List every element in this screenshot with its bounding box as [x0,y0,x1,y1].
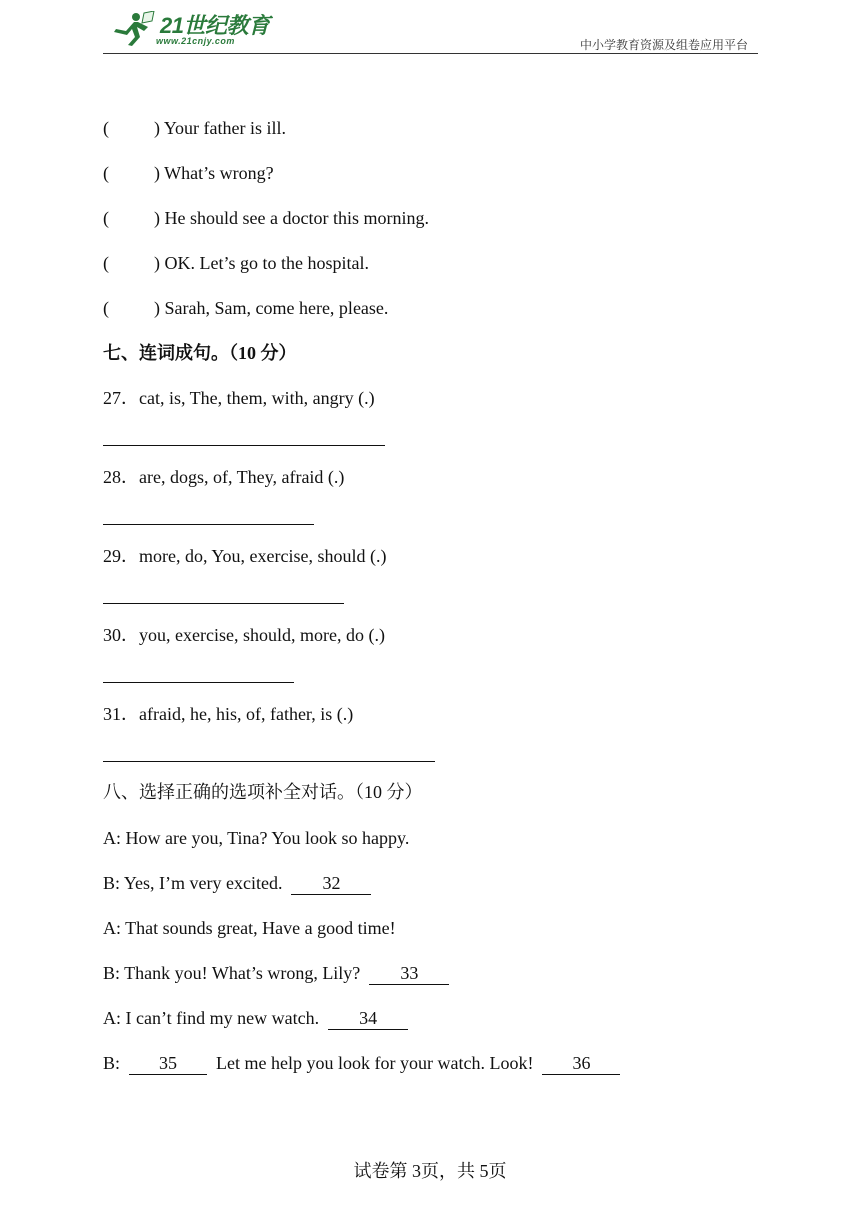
header-platform-name: 中小学教育资源及组卷应用平台 [579,38,748,52]
logo-url: www.21cnjy.com [156,36,235,46]
answer-paren[interactable]: ( ) [103,253,160,273]
answer-line-30[interactable] [103,682,294,683]
dialogue-line [103,962,449,985]
section-7-title: 七、连词成句。（10 分） [103,343,297,363]
ordering-item-text: He should see a doctor this morning. [160,208,429,228]
answer-paren[interactable]: ( ) [103,118,160,138]
dialogue-speaker: B: [103,1053,121,1073]
ordering-item [103,207,429,229]
dialogue-line [103,872,371,895]
ordering-item [103,252,369,274]
dialogue-text: Let me help you look for your watch. Look! [216,1053,534,1073]
answer-paren[interactable]: ( ) [103,208,160,228]
answer-paren[interactable]: ( ) [103,298,160,318]
question-27: 27．cat, is, The, them, with, angry (.) [103,388,375,408]
ordering-item [103,162,274,184]
blank-36[interactable]: 36 [542,1052,620,1075]
question-31: 31．afraid, he, his, of, father, is (.) [103,704,354,724]
blank-35[interactable]: 35 [129,1052,207,1075]
answer-line-31[interactable] [103,761,435,762]
answer-line-29[interactable] [103,603,344,604]
dialogue-line: A: How are you, Tina? You look so happy. [103,828,410,848]
answer-line-28[interactable] [103,524,314,525]
dialogue-line [103,1052,620,1075]
ordering-item [103,117,286,139]
section-8-title: 八、选择正确的选项补全对话。（10 分） [103,782,423,802]
page-footer: 试卷第 3页，共 5页 [353,1161,507,1181]
ordering-item-text: Sarah, Sam, come here, please. [160,298,389,318]
ordering-item [103,297,388,319]
header-divider [103,53,758,54]
answer-line-27[interactable] [103,445,385,446]
dialogue-line: A: That sounds great, Have a good time! [103,918,396,938]
dialogue-text: B: Yes, I’m very excited. [103,873,283,893]
logo-text: 21世纪教育 [160,13,270,38]
blank-32[interactable]: 32 [291,872,371,895]
answer-paren[interactable]: ( ) [103,163,160,183]
blank-34[interactable]: 34 [328,1007,408,1030]
runner-logo-icon [108,11,156,47]
dialogue-text: A: I can’t find my new watch. [103,1008,320,1028]
dialogue-line [103,1007,408,1030]
site-logo [108,7,278,49]
question-29: 29．more, do, You, exercise, should (.) [103,546,387,566]
ordering-item-text: OK. Let’s go to the hospital. [160,253,369,273]
blank-33[interactable]: 33 [369,962,449,985]
ordering-item-text: What’s wrong? [160,163,274,183]
question-30: 30．you, exercise, should, more, do (.) [103,625,385,645]
question-28: 28．are, dogs, of, They, afraid (.) [103,467,345,487]
ordering-item-text: Your father is ill. [160,118,286,138]
dialogue-text: B: Thank you! What’s wrong, Lily? [103,963,361,983]
